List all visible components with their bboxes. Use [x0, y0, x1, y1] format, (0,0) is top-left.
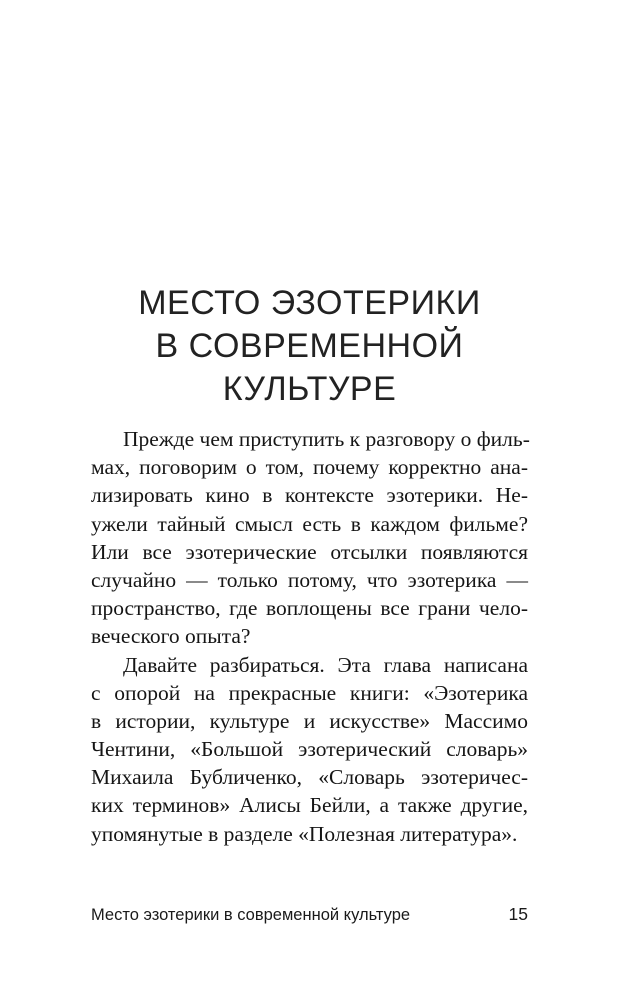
text-line: в истории, культуре и искусстве» Массимо	[91, 708, 528, 733]
text-line: ужели тайный смысл есть в каждом фильме?	[91, 511, 528, 536]
text-line: веческого опыта?	[91, 624, 251, 649]
chapter-title-line: КУЛЬТУРЕ	[222, 370, 397, 408]
body-text	[91, 425, 528, 848]
page-number: 15	[508, 904, 528, 924]
text-line: Давайте разбираться. Эта глава написана	[123, 652, 528, 677]
text-line: Прежде чем приступить к разговору о филь-	[123, 427, 530, 451]
text-line: с опорой на прекрасные книги: «Эзотерика	[91, 680, 528, 705]
chapter-title	[60, 282, 559, 411]
text-line: мах, поговорим о том, почему корректно ана-	[91, 455, 528, 480]
text-line: ких терминов» Алисы Бейли, а также другие,	[91, 793, 528, 818]
text-line: Чентини, «Большой эзотерический словарь»	[91, 737, 528, 762]
text-line: упомянутые в разделе «Полезная литература».	[91, 821, 518, 846]
text-line: пространство, где воплощены все грани чело-	[91, 596, 528, 621]
text-line: случайно — только потому, что эзотерика —	[91, 567, 528, 592]
paragraph	[91, 425, 528, 651]
running-footer-title: Место эзотерики в современной культуре	[91, 906, 411, 924]
chapter-title-line: МЕСТО ЭЗОТЕРИКИ	[138, 284, 481, 322]
chapter-title-line: В СОВРЕМЕННОЙ	[155, 327, 464, 365]
text-line: Или все эзотерические отсылки появляются	[91, 539, 528, 564]
paragraph	[91, 651, 528, 848]
text-line: лизировать кино в контексте эзотерики. Не-	[91, 483, 528, 508]
text-line: Михаила Бубличенко, «Словарь эзотеричес-	[91, 765, 528, 790]
